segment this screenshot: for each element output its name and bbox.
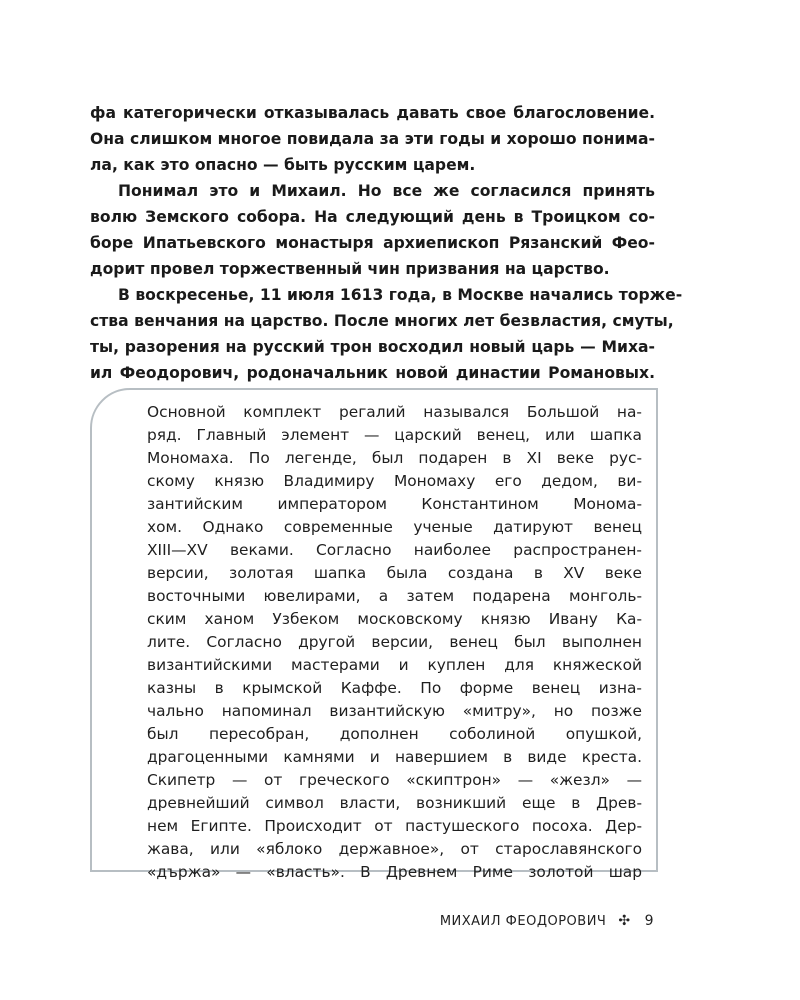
page-footer xyxy=(440,913,654,929)
main-text-line: ты, разорения на русский трон восходил новый царь — Миха- xyxy=(90,338,655,356)
sidebar-line: версии, золотая шапка была создана в XV веке xyxy=(147,564,642,582)
main-text-line: ла, как это опасно — быть русским царем. xyxy=(90,156,476,174)
sidebar-line: лите. Согласно другой версии, венец был выполнен xyxy=(147,633,642,651)
sidebar-line: ским ханом Узбеком московскому князю Ивану Ка- xyxy=(147,610,642,628)
sidebar-line: скому князю Владимиру Мономаху его дедом, ви- xyxy=(147,472,642,490)
sidebar-line: «държа» — «власть». В Древнем Риме золотой шар xyxy=(147,863,642,881)
main-text-line: Она слишком многое повидала за эти годы и хорошо понима- xyxy=(90,130,655,148)
sidebar-line: древнейший символ власти, возникший еще в Древ- xyxy=(147,794,642,812)
sidebar-line: зантийским императором Константином Монома- xyxy=(147,495,642,513)
main-text-line: ства венчания на царство. После многих лет безвластия, смуты, xyxy=(90,312,674,330)
sidebar-line: был пересобран, дополнен соболиной опушкой, xyxy=(147,725,642,743)
main-text-line: ил Феодорович, родоначальник новой династии Романовых. xyxy=(90,364,655,382)
sidebar-line: ряд. Главный элемент — царский венец, или шапка xyxy=(147,426,642,444)
running-head: МИХАИЛ ФЕОДОРОВИЧ xyxy=(439,913,607,929)
sidebar-line: Скипетр — от греческого «скиптрон» — «жезл» — xyxy=(147,771,642,789)
sidebar-line: драгоценными камнями и навершием в виде креста. xyxy=(147,748,642,766)
main-text-line: волю Земского собора. На следующий день в Троицком со- xyxy=(90,208,655,226)
sidebar-line: восточными ювелирами, а затем подарена монголь- xyxy=(147,587,642,605)
main-text-line: Понимал это и Михаил. Но все же согласился принять xyxy=(118,182,655,200)
sidebar-line: Основной комплект регалий назывался Большой на- xyxy=(147,403,642,421)
main-text-line: дорит провел торжественный чин призвания на царство. xyxy=(90,260,610,278)
sidebar-line: казны в крымской Каффе. По форме венец изна- xyxy=(147,679,642,697)
main-text xyxy=(90,100,683,386)
page-number: 9 xyxy=(644,913,654,929)
sidebar-line: Мономаха. По легенде, был подарен в XI веке рус- xyxy=(147,449,642,467)
sidebar-line: византийскими мастерами и куплен для княжеской xyxy=(147,656,642,674)
sidebar-line: нем Египте. Происходит от пастушеского посоха. Дер- xyxy=(147,817,642,835)
main-text-line: В воскресенье, 11 июля 1613 года, в Москве начались торже- xyxy=(118,286,683,304)
sidebar-line: хом. Однако современные ученые датируют венец xyxy=(147,518,642,536)
sidebar-text xyxy=(147,401,642,884)
sidebar-line: жава, или «яблоко державное», от старославянского xyxy=(147,840,642,858)
main-text-line: боре Ипатьевского монастыря архиепископ Рязанский Фео- xyxy=(90,234,655,252)
sidebar-line: XIII—XV веками. Согласно наиболее распространен- xyxy=(147,541,642,559)
main-text-line: фа категорически отказывалась давать свое благословение. xyxy=(90,104,655,122)
sidebar-line: чально напоминал византийскую «митру», но позже xyxy=(147,702,642,720)
ornament-icon: ✣ xyxy=(618,913,631,929)
